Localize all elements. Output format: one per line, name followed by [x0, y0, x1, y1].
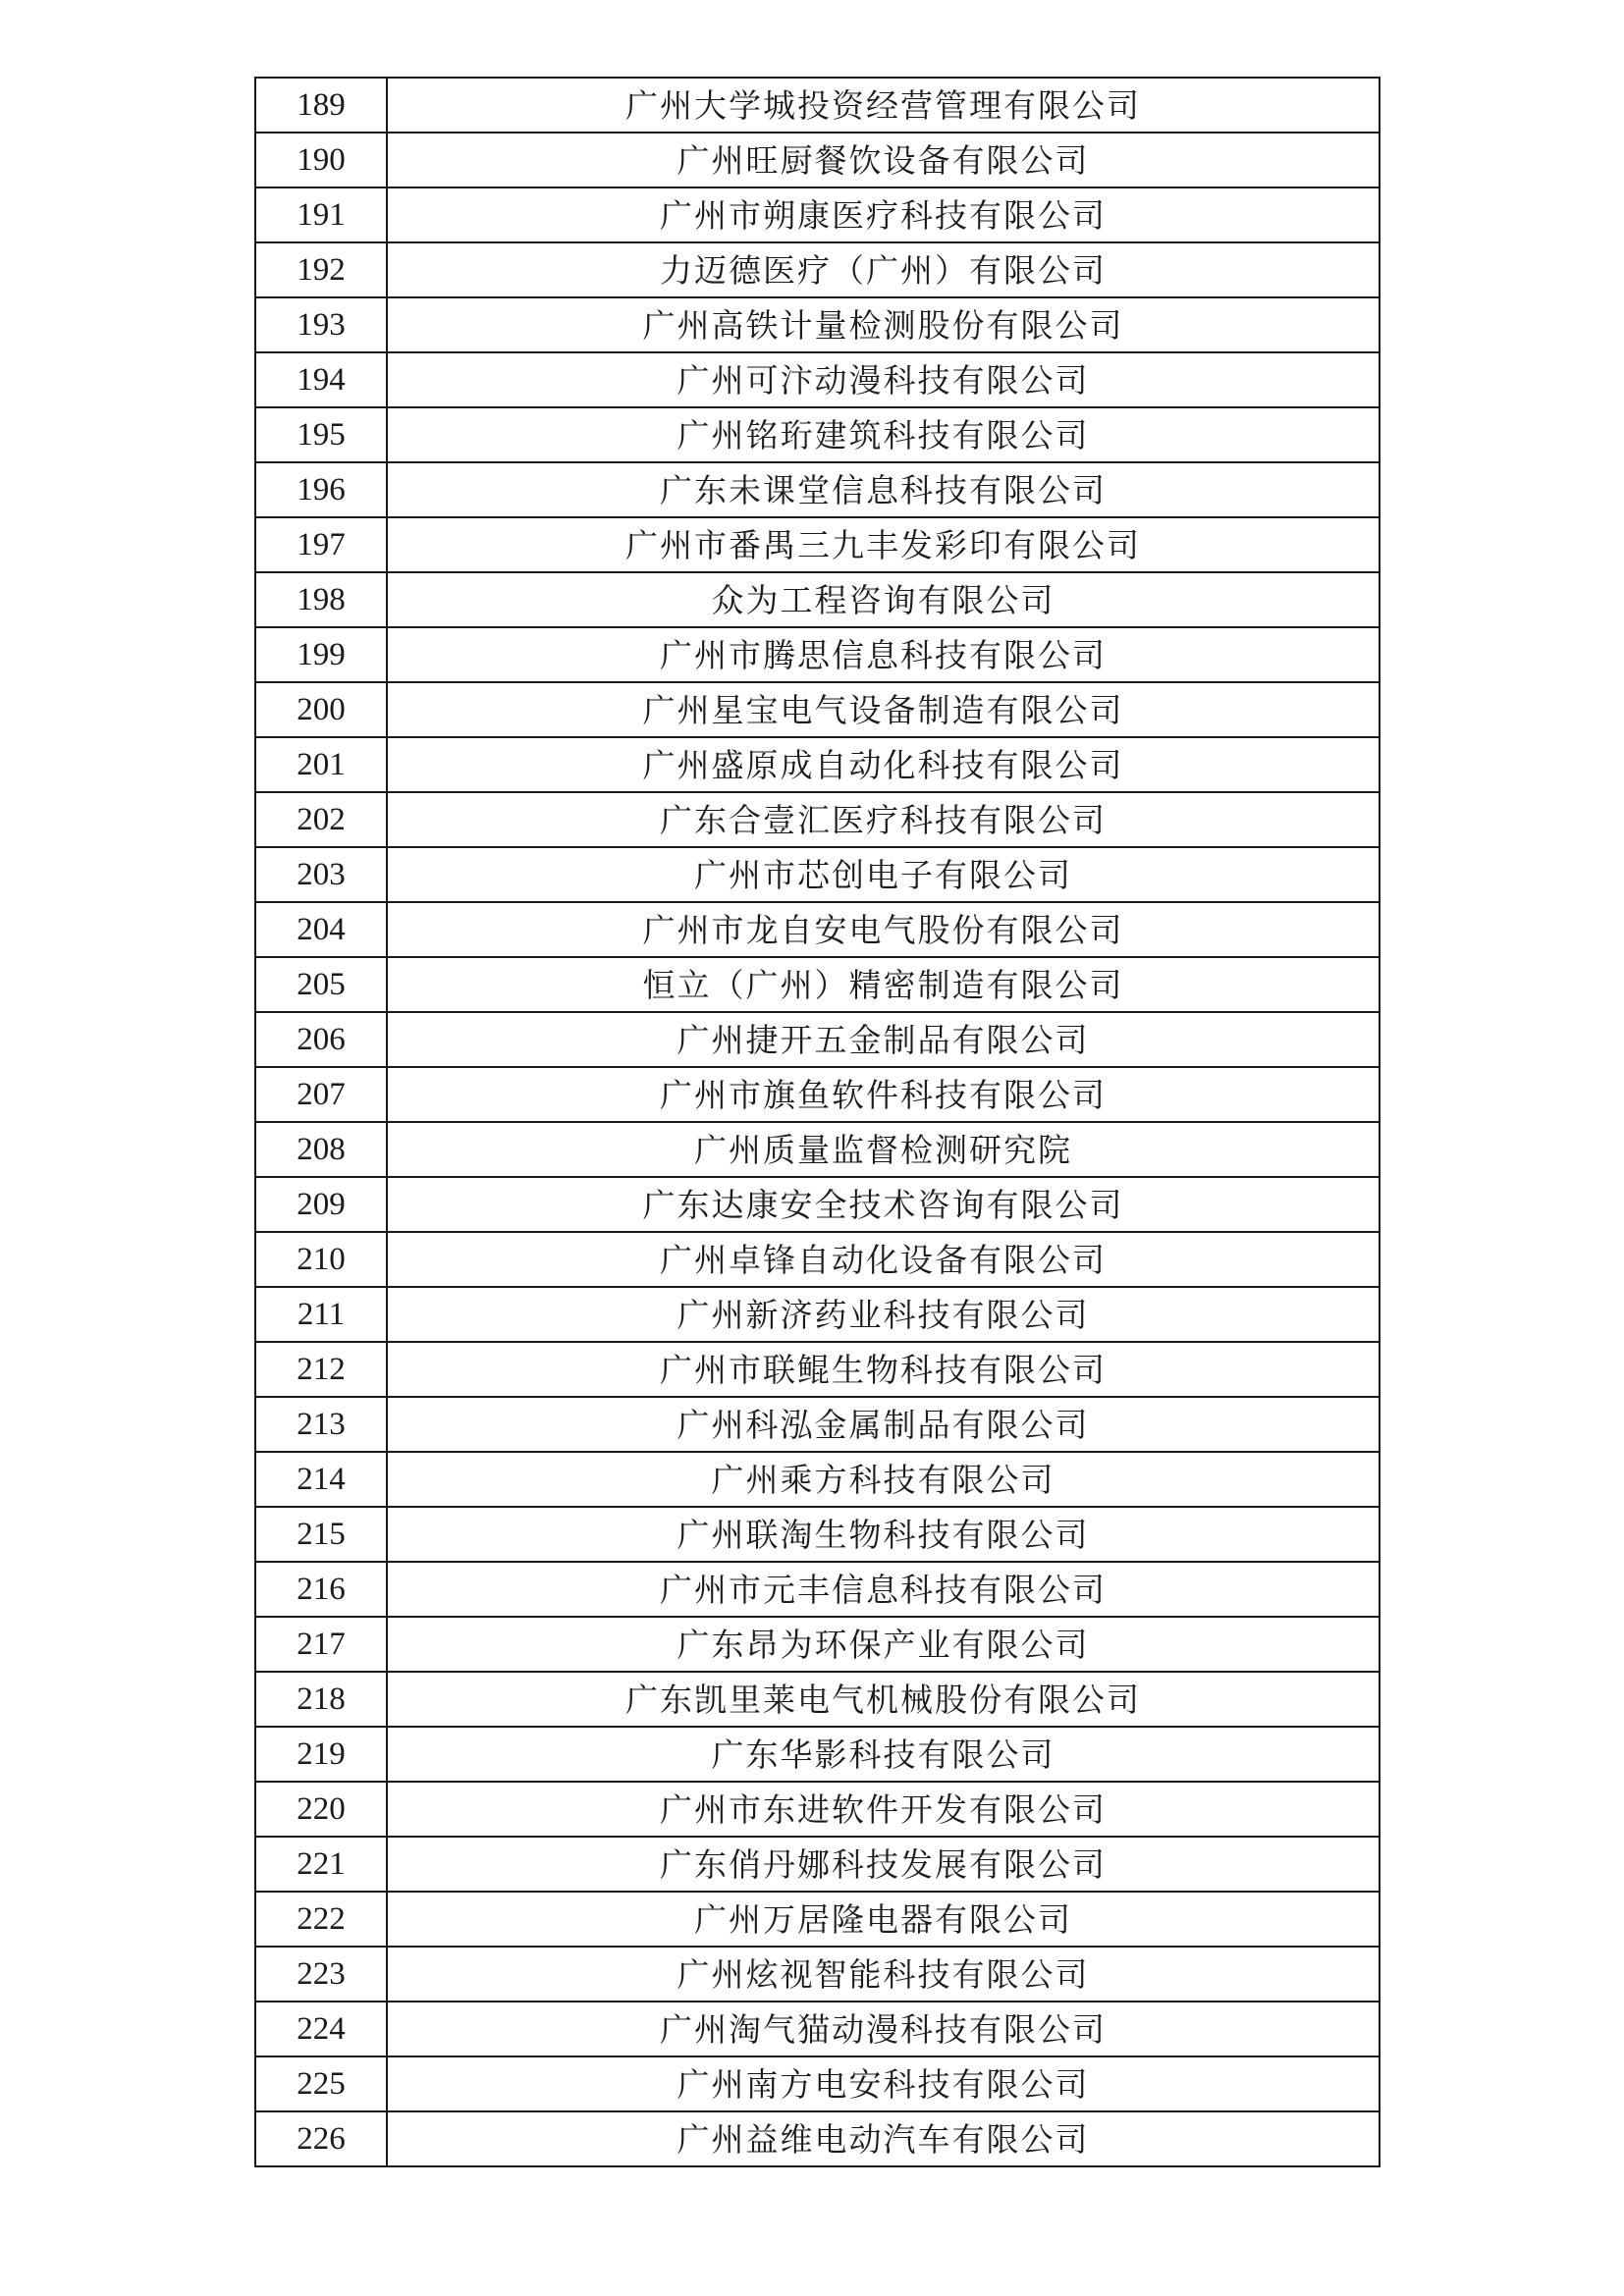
table-row	[255, 352, 1380, 407]
row-number-cell: 214	[255, 1452, 387, 1507]
row-number-cell: 206	[255, 1012, 387, 1067]
company-name-cell: 广州南方电安科技有限公司	[387, 2056, 1380, 2111]
row-number-cell: 216	[255, 1562, 387, 1617]
row-number-cell: 204	[255, 902, 387, 957]
row-number-cell: 222	[255, 1892, 387, 1947]
table-row	[255, 1947, 1380, 2002]
row-number-cell: 197	[255, 517, 387, 572]
row-number-cell: 212	[255, 1342, 387, 1397]
table-row	[255, 902, 1380, 957]
company-name-cell: 广州大学城投资经营管理有限公司	[387, 78, 1380, 133]
table-row	[255, 2111, 1380, 2166]
company-name-cell: 广州旺厨餐饮设备有限公司	[387, 133, 1380, 187]
row-number-cell: 195	[255, 407, 387, 462]
table-row	[255, 1617, 1380, 1672]
row-number-cell: 223	[255, 1947, 387, 2002]
row-number-cell: 209	[255, 1177, 387, 1232]
company-name-cell: 广东凯里莱电气机械股份有限公司	[387, 1672, 1380, 1727]
row-number-cell: 208	[255, 1122, 387, 1177]
row-number-cell: 191	[255, 187, 387, 242]
row-number-cell: 190	[255, 133, 387, 187]
company-name-cell: 广州市龙自安电气股份有限公司	[387, 902, 1380, 957]
company-name-cell: 力迈德医疗（广州）有限公司	[387, 242, 1380, 297]
row-number-cell: 221	[255, 1837, 387, 1892]
row-number-cell: 189	[255, 78, 387, 133]
table-row	[255, 1452, 1380, 1507]
company-name-cell: 广州卓锋自动化设备有限公司	[387, 1232, 1380, 1287]
row-number-cell: 193	[255, 297, 387, 352]
table-row	[255, 1892, 1380, 1947]
company-name-cell: 广州市联鲲生物科技有限公司	[387, 1342, 1380, 1397]
table-row	[255, 78, 1380, 133]
table-row	[255, 1122, 1380, 1177]
row-number-cell: 202	[255, 792, 387, 847]
company-name-cell: 广州捷开五金制品有限公司	[387, 1012, 1380, 1067]
table-row	[255, 1177, 1380, 1232]
row-number-cell: 211	[255, 1287, 387, 1342]
table-row	[255, 1507, 1380, 1562]
row-number-cell: 224	[255, 2002, 387, 2056]
table-row	[255, 1562, 1380, 1617]
table-row	[255, 682, 1380, 737]
table-row	[255, 462, 1380, 517]
company-name-cell: 众为工程咨询有限公司	[387, 572, 1380, 627]
row-number-cell: 219	[255, 1727, 387, 1782]
table-row	[255, 133, 1380, 187]
row-number-cell: 225	[255, 2056, 387, 2111]
table-row	[255, 407, 1380, 462]
company-name-cell: 广州市芯创电子有限公司	[387, 847, 1380, 902]
table-row	[255, 792, 1380, 847]
company-name-cell: 广东昂为环保产业有限公司	[387, 1617, 1380, 1672]
company-name-cell: 广州科泓金属制品有限公司	[387, 1397, 1380, 1452]
row-number-cell: 218	[255, 1672, 387, 1727]
company-name-cell: 广东未课堂信息科技有限公司	[387, 462, 1380, 517]
table-row	[255, 1727, 1380, 1782]
row-number-cell: 201	[255, 737, 387, 792]
row-number-cell: 205	[255, 957, 387, 1012]
row-number-cell: 207	[255, 1067, 387, 1122]
company-name-cell: 广州万居隆电器有限公司	[387, 1892, 1380, 1947]
table-row	[255, 187, 1380, 242]
table-row	[255, 627, 1380, 682]
row-number-cell: 226	[255, 2111, 387, 2166]
company-name-cell: 恒立（广州）精密制造有限公司	[387, 957, 1380, 1012]
table-row	[255, 1232, 1380, 1287]
row-number-cell: 213	[255, 1397, 387, 1452]
company-list-table	[254, 77, 1380, 2167]
table-row	[255, 1397, 1380, 1452]
company-name-cell: 广东合壹汇医疗科技有限公司	[387, 792, 1380, 847]
table-row	[255, 2002, 1380, 2056]
row-number-cell: 210	[255, 1232, 387, 1287]
company-name-cell: 广州新济药业科技有限公司	[387, 1287, 1380, 1342]
table-row	[255, 1837, 1380, 1892]
table-row	[255, 1342, 1380, 1397]
company-name-cell: 广州炫视智能科技有限公司	[387, 1947, 1380, 2002]
table-row	[255, 957, 1380, 1012]
row-number-cell: 220	[255, 1782, 387, 1837]
row-number-cell: 200	[255, 682, 387, 737]
row-number-cell: 192	[255, 242, 387, 297]
table-row	[255, 1287, 1380, 1342]
table-body	[255, 78, 1380, 2166]
row-number-cell: 199	[255, 627, 387, 682]
table-row	[255, 847, 1380, 902]
table-row	[255, 1672, 1380, 1727]
company-name-cell: 广州联淘生物科技有限公司	[387, 1507, 1380, 1562]
row-number-cell: 196	[255, 462, 387, 517]
company-name-cell: 广东达康安全技术咨询有限公司	[387, 1177, 1380, 1232]
row-number-cell: 194	[255, 352, 387, 407]
row-number-cell: 198	[255, 572, 387, 627]
table-row	[255, 737, 1380, 792]
company-name-cell: 广州市番禺三九丰发彩印有限公司	[387, 517, 1380, 572]
company-name-cell: 广州益维电动汽车有限公司	[387, 2111, 1380, 2166]
table-row	[255, 1012, 1380, 1067]
company-name-cell: 广州可汴动漫科技有限公司	[387, 352, 1380, 407]
company-name-cell: 广州高铁计量检测股份有限公司	[387, 297, 1380, 352]
table-row	[255, 1067, 1380, 1122]
row-number-cell: 215	[255, 1507, 387, 1562]
row-number-cell: 203	[255, 847, 387, 902]
company-name-cell: 广州市旗鱼软件科技有限公司	[387, 1067, 1380, 1122]
table-row	[255, 517, 1380, 572]
company-name-cell: 广州铭珩建筑科技有限公司	[387, 407, 1380, 462]
table-row	[255, 2056, 1380, 2111]
company-name-cell: 广州质量监督检测研究院	[387, 1122, 1380, 1177]
company-name-cell: 广州淘气猫动漫科技有限公司	[387, 2002, 1380, 2056]
table-row	[255, 297, 1380, 352]
company-name-cell: 广州市腾思信息科技有限公司	[387, 627, 1380, 682]
company-name-cell: 广州市东进软件开发有限公司	[387, 1782, 1380, 1837]
table-row	[255, 242, 1380, 297]
company-name-cell: 广东俏丹娜科技发展有限公司	[387, 1837, 1380, 1892]
company-name-cell: 广州星宝电气设备制造有限公司	[387, 682, 1380, 737]
company-name-cell: 广州市朔康医疗科技有限公司	[387, 187, 1380, 242]
company-name-cell: 广东华影科技有限公司	[387, 1727, 1380, 1782]
row-number-cell: 217	[255, 1617, 387, 1672]
company-name-cell: 广州乘方科技有限公司	[387, 1452, 1380, 1507]
company-name-cell: 广州市元丰信息科技有限公司	[387, 1562, 1380, 1617]
table-row	[255, 572, 1380, 627]
company-name-cell: 广州盛原成自动化科技有限公司	[387, 737, 1380, 792]
table-row	[255, 1782, 1380, 1837]
